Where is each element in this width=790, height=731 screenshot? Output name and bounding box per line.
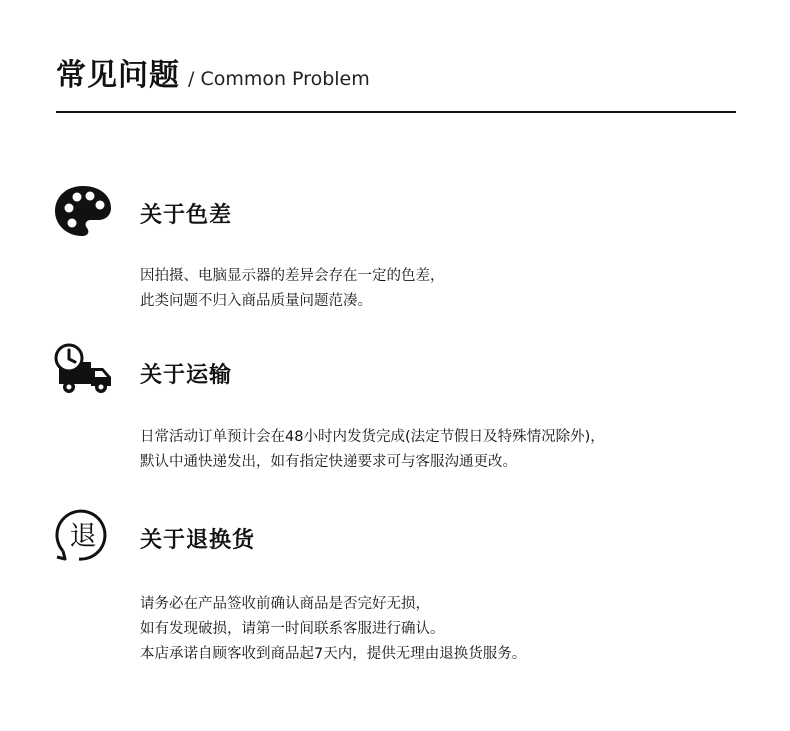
header-divider bbox=[56, 111, 736, 113]
section-title: 关于色差 bbox=[140, 203, 233, 228]
body-line: 如有发现破损，请第一时间联系客服进行确认。 bbox=[140, 621, 445, 637]
section-title: 关于退换货 bbox=[140, 528, 256, 553]
section-body bbox=[140, 592, 526, 667]
page-title: 常见问题 bbox=[56, 58, 180, 93]
body-line: 日常活动订单预计会在48小时内发货完成(法定节假日及特殊情况除外)， bbox=[140, 429, 605, 445]
body-line: 本店承诺自顾客收到商品起7天内，提供无理由退换货服务。 bbox=[140, 646, 527, 662]
section-body bbox=[140, 264, 445, 314]
page-header bbox=[56, 50, 370, 94]
body-line: 此类问题不归入商品质量问题范凑。 bbox=[140, 293, 372, 309]
body-line: 因拍摄、电脑显示器的差异会存在一定的色差， bbox=[140, 268, 445, 284]
section-title: 关于运输 bbox=[140, 363, 233, 388]
return-icon bbox=[53, 507, 113, 563]
delivery-truck-clock-icon bbox=[53, 342, 113, 398]
body-line: 默认中通快递发出，如有指定快递要求可与客服沟通更改。 bbox=[140, 454, 517, 470]
palette-icon bbox=[53, 184, 113, 240]
return-icon-glyph: 退 bbox=[69, 521, 97, 552]
body-line: 请务必在产品签收前确认商品是否完好无损， bbox=[140, 596, 430, 612]
section-body bbox=[140, 425, 605, 475]
page-subtitle: / Common Problem bbox=[188, 68, 370, 90]
